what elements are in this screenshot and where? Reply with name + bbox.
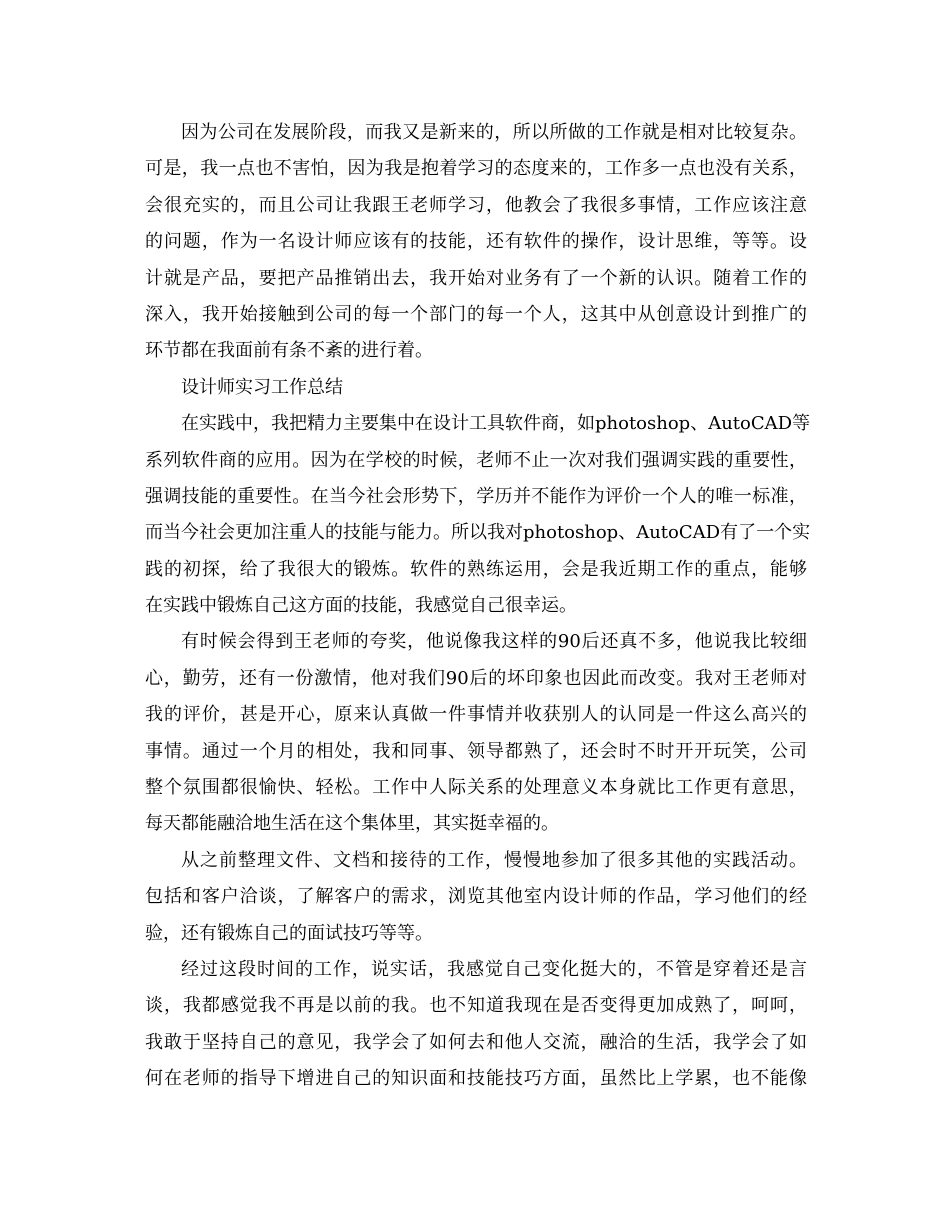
- text-line: 有时候会得到王老师的夸奖，他说像我这样的90后还真不多，他说我比较细: [181, 631, 807, 653]
- text-line: 践的初探，给了我很大的锻炼。软件的熟练运用，会是我近期工作的重点，能够: [145, 558, 807, 580]
- text-line: 整个氛围都很愉快、轻松。工作中人际关系的处理意义本身就比工作更有意思，: [145, 777, 807, 799]
- text-line: 环节都在我面前有条不紊的进行着。: [145, 340, 433, 362]
- text-line: 谈，我都感觉我不再是以前的我。也不知道我现在是否变得更加成熟了，呵呵，: [145, 995, 807, 1017]
- text-line: 设计师实习工作总结: [181, 376, 343, 398]
- text-line: 每天都能融洽地生活在这个集体里，其实挺幸福的。: [145, 813, 559, 835]
- text-line: 可是，我一点也不害怕，因为我是抱着学习的态度来的，工作多一点也没有关系，: [145, 158, 807, 180]
- text-line: 在实践中，我把精力主要集中在设计工具软件商，如photoshop、AutoCAD等: [181, 413, 811, 435]
- text-line: 计就是产品，要把产品推销出去，我开始对业务有了一个新的认识。随着工作的: [145, 267, 807, 289]
- text-line: 我的评价，甚是开心，原来认真做一件事情并收获别人的认同是一件这么高兴的: [145, 704, 807, 726]
- text-line: 在实践中锻炼自己这方面的技能，我感觉自己很幸运。: [145, 595, 577, 617]
- text-line: 深入，我开始接触到公司的每一个部门的每一个人，这其中从创意设计到推广的: [145, 303, 807, 325]
- text-line: 经过这段时间的工作，说实话，我感觉自己变化挺大的，不管是穿着还是言: [181, 958, 807, 980]
- document-body: [145, 115, 811, 1098]
- text-line: 系列软件商的应用。因为在学校的时候，老师不止一次对我们强调实践的重要性，: [145, 449, 807, 471]
- text-line: 的问题，作为一名设计师应该有的技能，还有软件的操作，设计思维，等等。设: [145, 231, 807, 253]
- text-line: 包括和客户洽谈，了解客户的需求，浏览其他室内设计师的作品，学习他们的经: [145, 886, 807, 908]
- text-line: 会很充实的，而且公司让我跟王老师学习，他教会了我很多事情，工作应该注意: [145, 194, 807, 216]
- text-line: 验，还有锻炼自己的面试技巧等等。: [145, 922, 433, 944]
- text-line: 因为公司在发展阶段，而我又是新来的，所以所做的工作就是相对比较复杂。: [181, 122, 807, 143]
- text-line: 从之前整理文件、文档和接待的工作，慢慢地参加了很多其他的实践活动。: [181, 849, 807, 871]
- text-line: 何在老师的指导下增进自己的知识面和技能技巧方面，虽然比上学累，也不能像: [145, 1068, 807, 1090]
- text-line: 事情。通过一个月的相处，我和同事、领导都熟了，还会时不时开开玩笑，公司: [145, 740, 807, 762]
- text-line: 而当今社会更加注重人的技能与能力。所以我对photoshop、AutoCAD有了一个实: [145, 522, 811, 544]
- text-line: 强调技能的重要性。在当今社会形势下，学历并不能作为评价一个人的唯一标准，: [145, 485, 807, 507]
- text-line: 我敢于坚持自己的意见，我学会了如何去和他人交流，融洽的生活，我学会了如: [145, 1031, 807, 1053]
- text-line: 心，勤劳，还有一份激情，他对我们90后的坏印象也因此而改变。我对王老师对: [145, 667, 807, 689]
